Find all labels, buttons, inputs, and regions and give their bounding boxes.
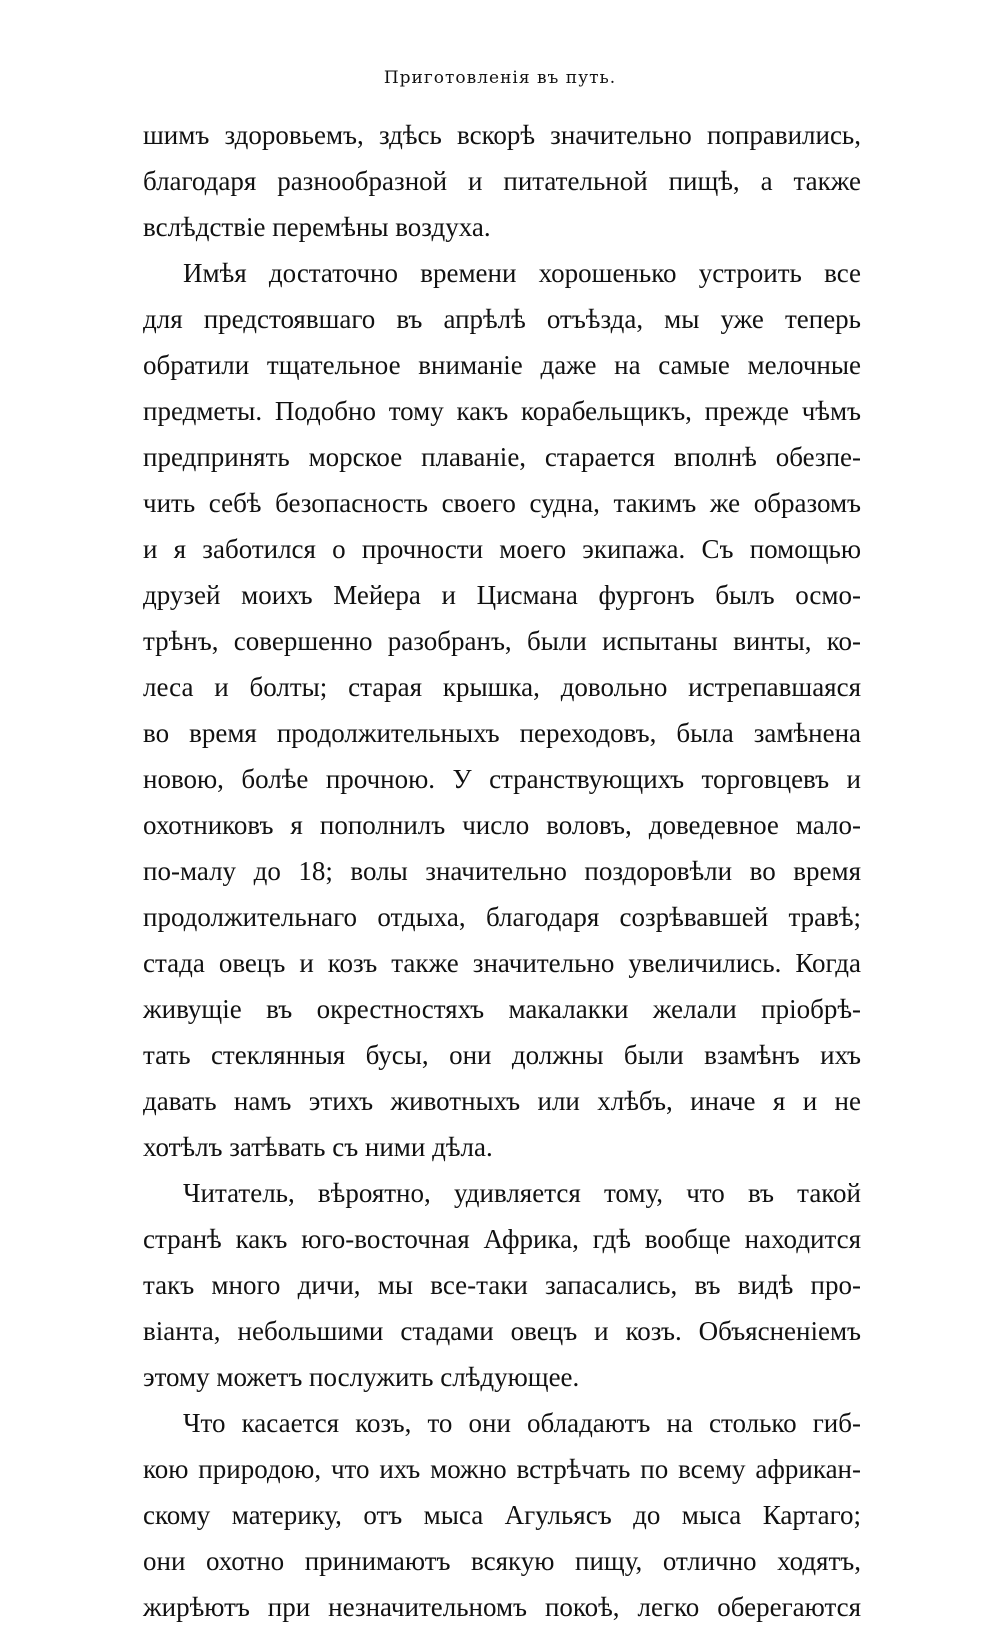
text-line: благодаря разнообразной и питательной пищѣ, а также: [143, 166, 861, 196]
text-line: стада овецъ и козъ также значительно увеличились. Когда: [143, 948, 861, 978]
text-line: чить себѣ безопасность своего судна, такимъ же образомъ: [143, 488, 861, 518]
paragraph-start-line: Имѣя достаточно времени хорошенько устроить все: [183, 258, 861, 288]
text-line: во время продолжительныхъ переходовъ, была замѣнена: [143, 718, 861, 748]
text-line: віанта, небольшими стадами овецъ и козъ. Объясненіемъ: [143, 1316, 861, 1346]
paragraph-start-line: Читатель, вѣроятно, удивляется тому, что въ такой: [183, 1178, 861, 1208]
text-line: предпринять морское плаваніе, старается вполнѣ обезпе-: [143, 442, 861, 472]
text-line: предметы. Подобно тому какъ корабельщикъ, прежде чѣмъ: [143, 396, 861, 426]
text-line: живущіе въ окрестностяхъ макалакки желали пріобрѣ-: [143, 994, 861, 1024]
text-line: хотѣлъ затѣвать съ ними дѣла.: [143, 1132, 493, 1162]
text-line: леса и болты; старая крышка, довольно истрепавшаяся: [143, 672, 861, 702]
text-line: жирѣютъ при незначительномъ покоѣ, легко оберегаются: [143, 1592, 861, 1622]
text-line: друзей моихъ Мейера и Цисмана фургонъ былъ осмо-: [143, 580, 861, 610]
text-line: кою природою, что ихъ можно встрѣчать по всему африкан-: [143, 1454, 861, 1484]
text-line: шимъ здоровьемъ, здѣсь вскорѣ значительно поправились,: [143, 120, 861, 150]
text-line: продолжительнаго отдыха, благодаря созрѣвавшей травѣ;: [143, 902, 861, 932]
paragraph-start-line: Что касается козъ, то они обладаютъ на столько гиб-: [183, 1408, 861, 1438]
text-line: новою, болѣе прочною. У странствующихъ торговцевъ и: [143, 764, 861, 794]
text-line: трѣнъ, совершенно разобранъ, были испытаны винты, ко-: [143, 626, 861, 656]
text-line: по-малу до 18; волы значительно поздоровѣли во время: [143, 856, 861, 886]
text-line: давать намъ этихъ животныхъ или хлѣбъ, иначе я и не: [143, 1086, 861, 1116]
text-line: для предстоявшаго въ апрѣлѣ отъѣзда, мы уже теперь: [143, 304, 861, 334]
text-line: странѣ какъ юго-восточная Африка, гдѣ вообще находится: [143, 1224, 861, 1254]
text-line: такъ много дичи, мы все-таки запасались, въ видѣ про-: [143, 1270, 861, 1300]
body-text: [143, 112, 861, 1630]
text-line: они охотно принимаютъ всякую пищу, отлично ходятъ,: [143, 1546, 861, 1576]
text-line: этому можетъ послужить слѣдующее.: [143, 1362, 580, 1392]
running-head: Приготовленія въ путь.: [383, 68, 617, 88]
text-line: скому материку, отъ мыса Агульясъ до мыса Картаго;: [143, 1500, 861, 1530]
text-line: тать стеклянныя бусы, они должны были взамѣнъ ихъ: [143, 1040, 861, 1070]
text-line: охотниковъ я пополнилъ число воловъ, доведевное мало-: [143, 810, 861, 840]
text-line: вслѣдствіе перемѣны воздуха.: [143, 212, 491, 242]
text-line: обратили тщательное вниманіе даже на самые мелочные: [143, 350, 861, 380]
text-line: и я заботился о прочности моего экипажа. Съ помощью: [143, 534, 861, 564]
